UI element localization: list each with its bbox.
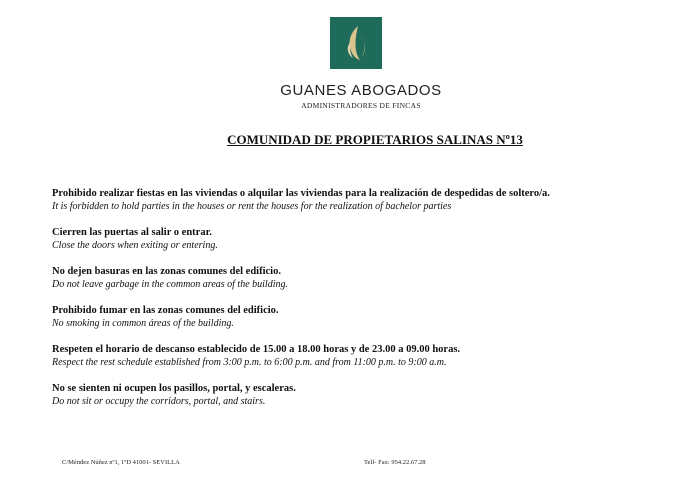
rule-item bbox=[52, 382, 672, 408]
rules-list bbox=[52, 187, 672, 421]
rule-item bbox=[52, 187, 672, 213]
firm-subtitle: ADMINISTRADORES DE FINCAS bbox=[301, 101, 421, 110]
leaf-flame-logo-icon bbox=[330, 17, 382, 69]
footer-phone: Telf- Fax: 954.22.67.28 bbox=[364, 459, 426, 466]
rule-item bbox=[52, 304, 672, 330]
rule-english-text: No smoking in common áreas of the building. bbox=[52, 318, 234, 329]
rule-item bbox=[52, 343, 672, 369]
rule-spanish-text: Prohibido realizar fiestas en las viviendas o alquilar las viviendas para la realización de despedidas de soltero/a. bbox=[52, 188, 550, 199]
rule-english-text: Respect the rest schedule established from 3:00 p.m. to 6:00 p.m. and from 11:00 p.m. to 9:00 a.m. bbox=[52, 357, 447, 368]
rule-english-text: Close the doors when exiting or entering. bbox=[52, 240, 218, 251]
rule-spanish-text: No se sienten ni ocupen los pasillos, portal, y escaleras. bbox=[52, 383, 296, 394]
rule-spanish-text: Respeten el horario de descanso establecido de 15.00 a 18.00 horas y de 23.00 a 09.00 horas. bbox=[52, 344, 461, 355]
rule-spanish-text: Cierren las puertas al salir o entrar. bbox=[52, 227, 212, 238]
rule-item bbox=[52, 226, 672, 252]
rule-english-text: Do not sit or occupy the corridors, portal, and stairs. bbox=[52, 396, 266, 407]
rule-english-text: Do not leave garbage in the common areas of the building. bbox=[52, 279, 288, 290]
rule-english-text: It is forbidden to hold parties in the houses or rent the houses for the realization of bachelor parties bbox=[52, 201, 452, 212]
document-title: COMUNIDAD DE PROPIETARIOS SALINAS Nº13 bbox=[227, 132, 523, 147]
rule-spanish-text: Prohibido fumar en las zonas comunes del edificio. bbox=[52, 305, 279, 316]
firm-name: GUANES ABOGADOS bbox=[280, 82, 442, 99]
rule-item bbox=[52, 265, 672, 291]
footer-address: C/Méndez Núñez nº1, 1ºD 41001- SEVILLA bbox=[62, 459, 180, 466]
rule-spanish-text: No dejen basuras en las zonas comunes del edificio. bbox=[52, 266, 281, 277]
